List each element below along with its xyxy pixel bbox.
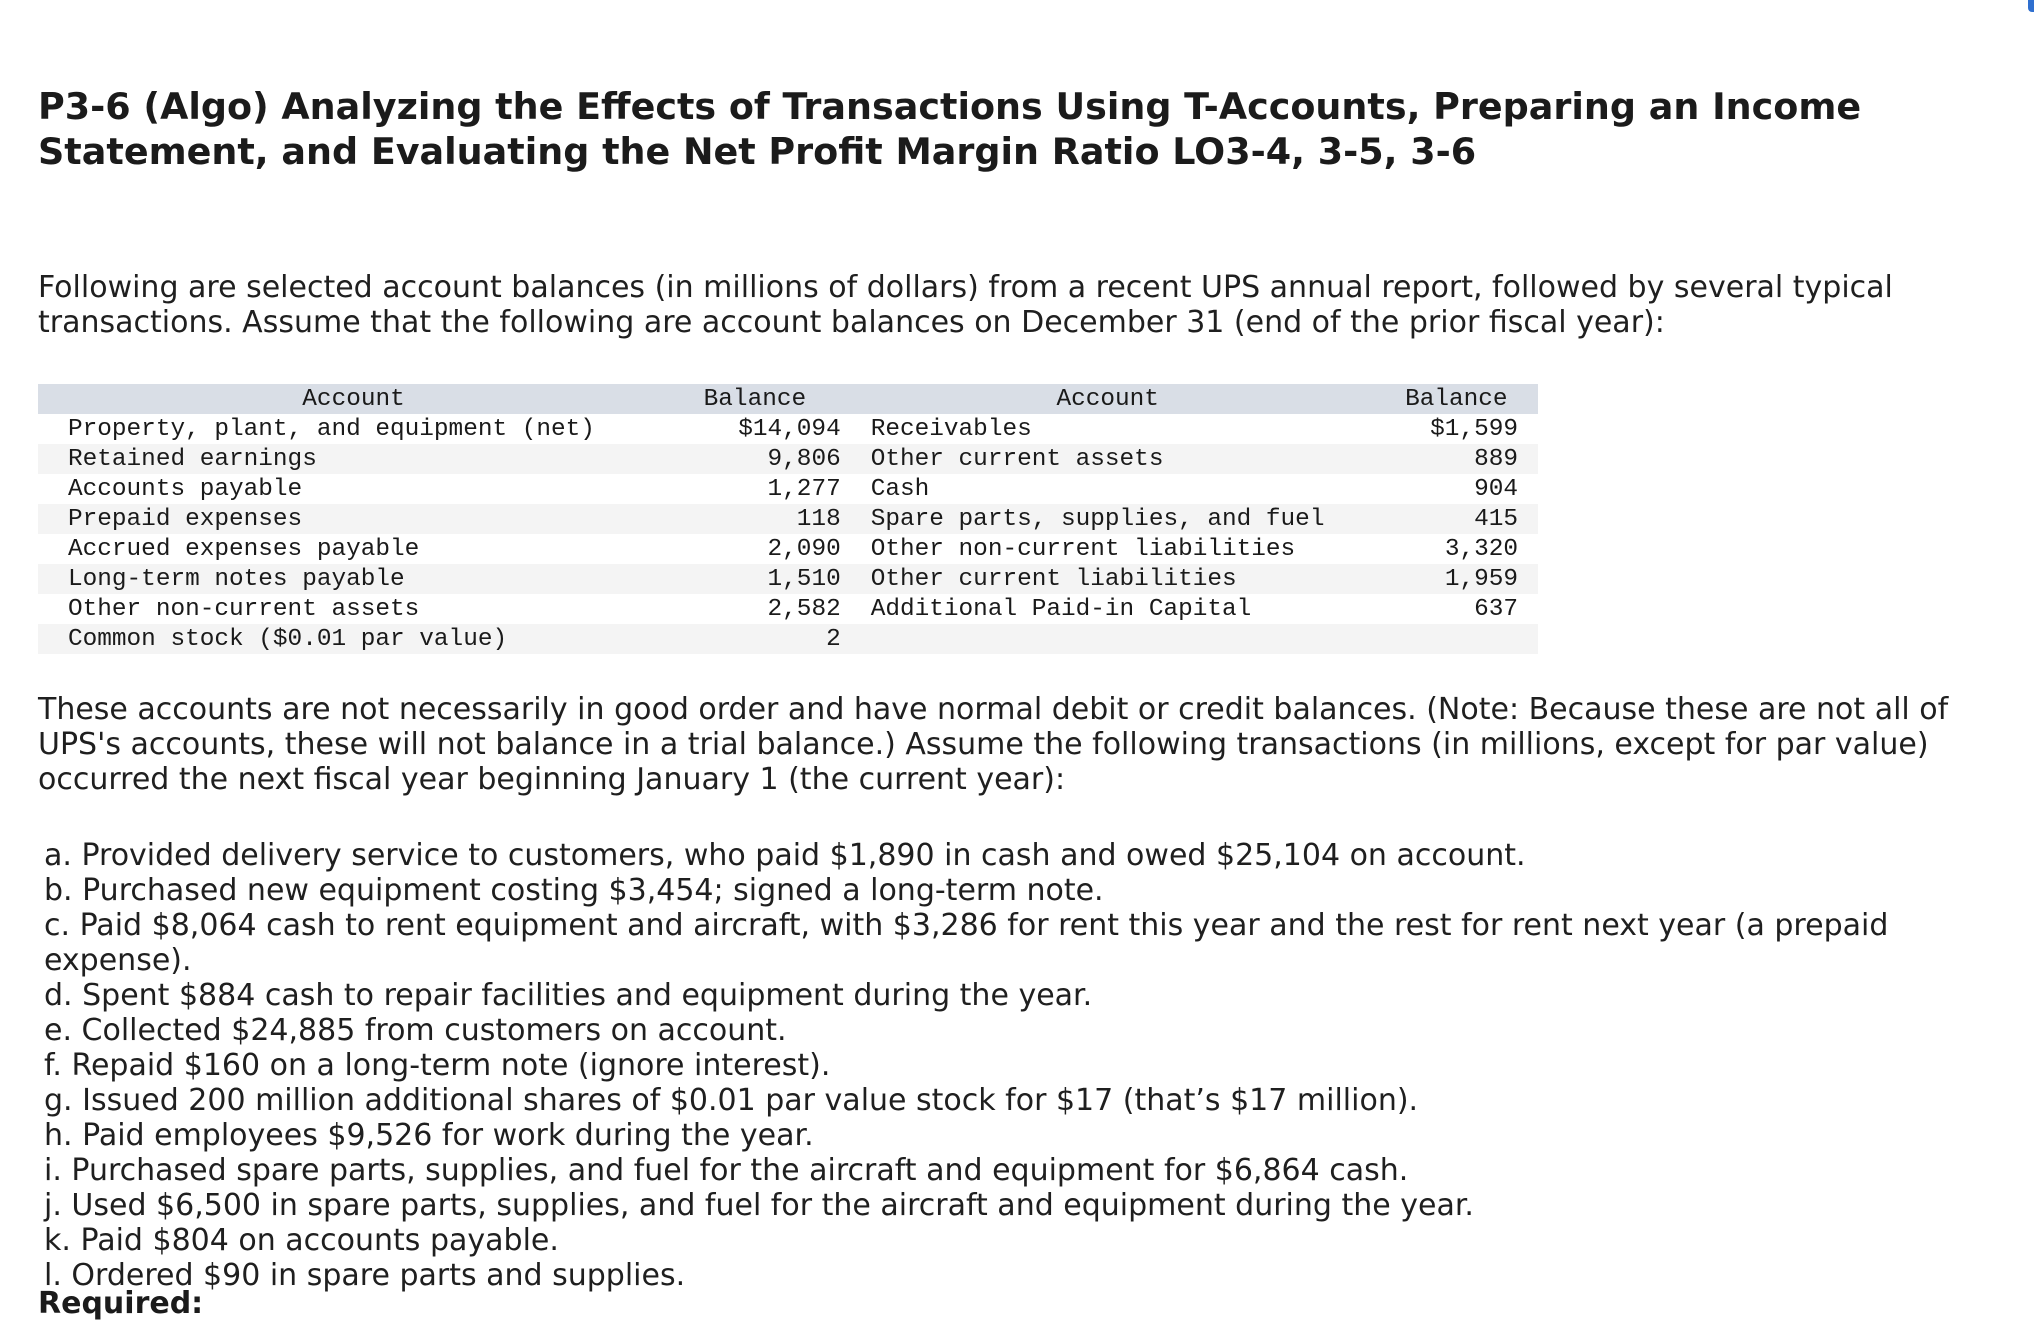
left-balance: 118 bbox=[669, 504, 841, 534]
table-body bbox=[38, 414, 1538, 654]
right-balance: 637 bbox=[1375, 594, 1538, 624]
right-account: Receivables bbox=[841, 414, 1375, 444]
left-account: Property, plant, and equipment (net) bbox=[38, 414, 669, 444]
transaction-item: k. Paid $804 on accounts payable. bbox=[44, 1223, 559, 1258]
right-balance bbox=[1375, 624, 1538, 654]
transactions-list bbox=[38, 838, 1998, 1293]
transaction-item: i. Purchased spare parts, supplies, and fuel for the aircraft and equipment for $6,864 cash. bbox=[44, 1153, 1409, 1188]
required-heading: Required: bbox=[38, 1286, 204, 1321]
left-account: Prepaid expenses bbox=[38, 504, 669, 534]
left-account: Common stock ($0.01 par value) bbox=[38, 624, 669, 654]
transaction-item: g. Issued 200 million additional shares of $0.01 par value stock for $17 (that’s $17 million). bbox=[44, 1083, 1419, 1118]
left-balance: 2 bbox=[669, 624, 841, 654]
transaction-item: a. Provided delivery service to customers, who paid $1,890 in cash and owed $25,104 on account. bbox=[44, 838, 1526, 873]
header-balance-left: Balance bbox=[669, 384, 841, 414]
right-balance: $1,599 bbox=[1375, 414, 1538, 444]
left-balance: 2,090 bbox=[669, 534, 841, 564]
right-balance: 904 bbox=[1375, 474, 1538, 504]
left-balance: 9,806 bbox=[669, 444, 841, 474]
left-balance: 2,582 bbox=[669, 594, 841, 624]
header-account-left: Account bbox=[38, 384, 669, 414]
right-balance: 3,320 bbox=[1375, 534, 1538, 564]
right-account: Spare parts, supplies, and fuel bbox=[841, 504, 1375, 534]
right-account: Additional Paid-in Capital bbox=[841, 594, 1375, 624]
transaction-item: b. Purchased new equipment costing $3,454; signed a long-term note. bbox=[44, 873, 1104, 908]
left-balance: 1,510 bbox=[669, 564, 841, 594]
notes-paragraph: These accounts are not necessarily in good order and have normal debit or credit balances. (Note: Because these are not all of UPS's accounts, these will not balance in a trial balance.) Assume the following transactions (in millions, except for par value) occurred the next fiscal year beginning January 1 (the current year): bbox=[38, 692, 1949, 797]
transaction-item: j. Used $6,500 in spare parts, supplies, and fuel for the aircraft and equipment during the year. bbox=[44, 1188, 1474, 1223]
transaction-item: e. Collected $24,885 from customers on account. bbox=[44, 1013, 787, 1048]
table-row bbox=[38, 414, 1538, 444]
table-row bbox=[38, 564, 1538, 594]
header-balance-right: Balance bbox=[1375, 384, 1538, 414]
account-balances-table bbox=[38, 384, 1538, 654]
transaction-item: f. Repaid $160 on a long-term note (ignore interest). bbox=[44, 1048, 831, 1083]
right-account: Other non-current liabilities bbox=[841, 534, 1375, 564]
right-account: Other current assets bbox=[841, 444, 1375, 474]
header-account-right: Account bbox=[841, 384, 1375, 414]
transaction-item: l. Ordered $90 in spare parts and supplies. bbox=[44, 1258, 686, 1293]
left-account: Retained earnings bbox=[38, 444, 669, 474]
right-account: Cash bbox=[841, 474, 1375, 504]
table-header bbox=[38, 384, 1538, 414]
transaction-item: d. Spent $884 cash to repair facilities and equipment during the year. bbox=[44, 978, 1093, 1013]
left-balance: 1,277 bbox=[669, 474, 841, 504]
table-row bbox=[38, 534, 1538, 564]
right-balance: 1,959 bbox=[1375, 564, 1538, 594]
left-balance: $14,094 bbox=[669, 414, 841, 444]
table-row bbox=[38, 444, 1538, 474]
table-row bbox=[38, 504, 1538, 534]
left-account: Accrued expenses payable bbox=[38, 534, 669, 564]
table-row bbox=[38, 624, 1538, 654]
right-account: Other current liabilities bbox=[841, 564, 1375, 594]
left-account: Other non-current assets bbox=[38, 594, 669, 624]
intro-paragraph: Following are selected account balances (in millions of dollars) from a recent UPS annual report, followed by several typical transactions. Assume that the following are account balances on December 31 (end of the prior fiscal year): bbox=[38, 270, 1893, 340]
right-balance: 415 bbox=[1375, 504, 1538, 534]
right-account bbox=[841, 624, 1375, 654]
right-balance: 889 bbox=[1375, 444, 1538, 474]
corner-accent bbox=[2028, 0, 2034, 12]
page-title: P3-6 (Algo) Analyzing the Effects of Transactions Using T-Accounts, Preparing an Income Statement, and Evaluating the Net Profit Margin Ratio LO3-4, 3-5, 3-6 bbox=[38, 85, 1862, 173]
table-row bbox=[38, 474, 1538, 504]
left-account: Long-term notes payable bbox=[38, 564, 669, 594]
table-header-row bbox=[38, 384, 1538, 414]
table-row bbox=[38, 594, 1538, 624]
left-account: Accounts payable bbox=[38, 474, 669, 504]
transaction-item: c. Paid $8,064 cash to rent equipment and aircraft, with $3,286 for rent this year and the rest for rent next year (a prepaid expense). bbox=[44, 908, 1889, 978]
transaction-item: h. Paid employees $9,526 for work during the year. bbox=[44, 1118, 814, 1153]
